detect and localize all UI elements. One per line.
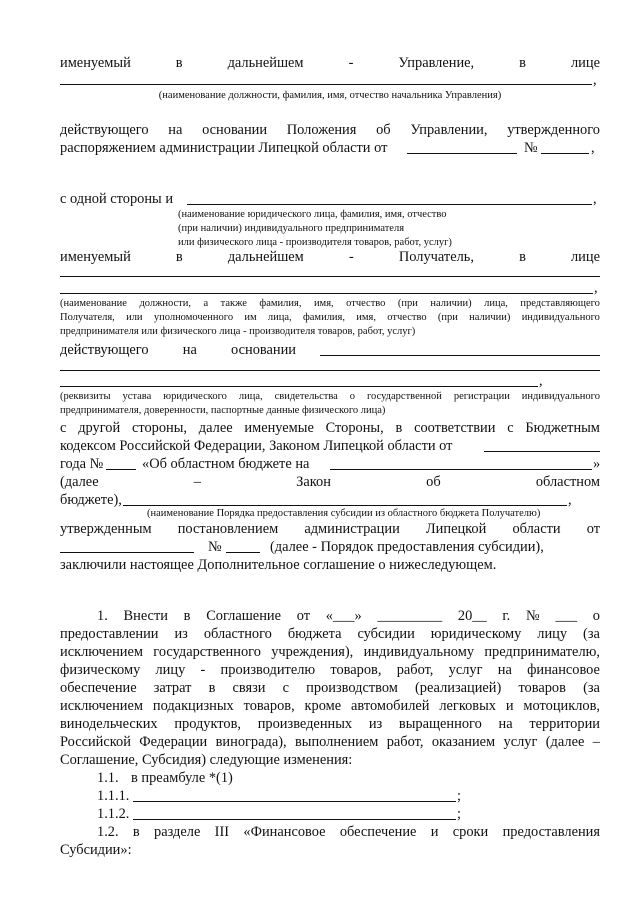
word: в — [175, 249, 183, 265]
word: оказанием — [431, 734, 496, 750]
word: (далее — [545, 734, 585, 750]
blank-resolution-date[interactable] — [60, 552, 194, 553]
word: индивидуального — [521, 312, 600, 323]
word: в — [395, 420, 403, 436]
word: – — [592, 734, 600, 750]
word: винограда), — [215, 734, 287, 750]
word: подакцизных — [152, 698, 234, 714]
item1-line8 — [60, 733, 600, 751]
blank-law-date[interactable] — [484, 451, 600, 452]
word: фамилия, — [259, 298, 302, 309]
word: им — [244, 312, 257, 323]
word: учреждения), — [271, 644, 354, 660]
word: лицу — [537, 626, 568, 642]
word: или — [126, 312, 143, 323]
word: (при — [397, 298, 418, 309]
word: и — [430, 824, 439, 840]
word: устава — [122, 391, 152, 402]
word: работ, — [386, 734, 424, 750]
p2-line7: (далее - Порядок предоставления субсидии), — [270, 539, 544, 555]
punct-comma: , — [593, 191, 597, 207]
blank-resolution-number[interactable] — [226, 552, 260, 553]
word: от — [586, 521, 600, 537]
word: Стороны, — [325, 420, 384, 436]
sub-1-1-1-number: 1.1.1. — [97, 788, 130, 804]
word: именуемые — [244, 420, 314, 436]
blank-head-name[interactable] — [60, 84, 592, 85]
word: обеспечение — [339, 824, 417, 840]
word: из — [174, 626, 188, 642]
word: в — [208, 680, 216, 696]
word: физическому — [60, 662, 141, 678]
word: с — [507, 420, 514, 436]
word: утвержденным — [60, 521, 152, 537]
word: в — [132, 824, 140, 840]
word: из — [368, 716, 383, 732]
caption-representative-1 — [60, 297, 600, 310]
word: дальнейшем — [227, 249, 304, 265]
word: III — [214, 824, 230, 840]
word: действующего — [60, 122, 149, 138]
item1-line9: Соглашение, Субсидия) следующие изменения: — [60, 752, 353, 768]
sub-1-2-line2: Субсидии»: — [60, 842, 132, 858]
blank-basis-1[interactable] — [320, 355, 600, 356]
word: «Финансовое — [243, 824, 326, 840]
word: свидетельства — [274, 391, 338, 402]
word: далее — [198, 420, 233, 436]
word: в — [519, 249, 526, 265]
punct-comma: , — [594, 280, 598, 296]
word: администрации — [304, 521, 400, 537]
word: о — [349, 391, 356, 402]
word: Управление, — [398, 55, 475, 71]
blank-representative-2[interactable] — [60, 293, 593, 294]
word: на — [182, 342, 197, 358]
word: дальнейшем — [227, 55, 304, 71]
first-party-text: с одной стороны и — [60, 191, 174, 207]
caption-order: (наименование Порядка предоставления субсидии из областного бюджета Получателю) — [147, 508, 541, 519]
word: лица, — [238, 391, 263, 402]
word: (реквизиты — [60, 391, 111, 402]
word: Закон — [296, 474, 331, 490]
word: на — [497, 662, 512, 678]
word: территории — [529, 716, 600, 732]
word: уполномоченного — [153, 312, 234, 323]
word: производителю — [220, 662, 316, 678]
blank-basis-2[interactable] — [60, 370, 600, 371]
word: с — [282, 680, 290, 696]
word: а — [203, 298, 209, 309]
word: услуг — [503, 734, 538, 750]
word: Российской — [60, 734, 131, 750]
word: отчество — [346, 298, 386, 309]
word: также — [220, 298, 247, 309]
word: легковых — [439, 698, 496, 714]
word: и — [505, 698, 514, 714]
blank-budget-year[interactable] — [330, 469, 592, 470]
word: обеспечение — [60, 680, 137, 696]
item1-line6 — [60, 697, 600, 715]
blank-recipient-name[interactable] — [187, 204, 592, 205]
word: в — [183, 608, 191, 624]
word: исключением — [60, 698, 143, 714]
word: продуктов, — [174, 716, 241, 732]
word: 1. — [97, 608, 108, 624]
word: Федерации — [139, 734, 208, 750]
word: услуг — [448, 662, 483, 678]
number-sign: № — [524, 140, 538, 156]
word: должности, — [139, 298, 192, 309]
blank-sub-1-1-1[interactable] — [133, 801, 456, 802]
word: наличии) — [469, 312, 511, 323]
word: индивидуальному — [363, 644, 475, 660]
caption-requisites-1 — [60, 390, 600, 403]
caption-requisites-2: предпринимателя, доверенности, паспортные данные физического лица) — [60, 405, 386, 416]
word: № — [526, 608, 540, 624]
number-sign: № — [208, 539, 222, 555]
word: действующего — [60, 342, 149, 358]
word: на — [168, 122, 183, 138]
blank-decree-date[interactable] — [407, 153, 517, 154]
punct-comma: , — [539, 373, 543, 389]
word: с — [60, 420, 67, 436]
p2-line1 — [60, 419, 600, 437]
punct-comma: , — [593, 72, 597, 88]
row-recipient — [60, 248, 600, 266]
word: Получатель, — [398, 249, 474, 265]
sub-1-1-number: 1.1. — [97, 770, 119, 786]
word: затрат — [153, 680, 192, 696]
blank-order-name[interactable] — [123, 505, 567, 506]
word: произведенных — [257, 716, 353, 732]
punct-quote: » — [593, 456, 601, 472]
word: предоставлении — [60, 626, 159, 642]
punct-comma: , — [591, 140, 595, 156]
caption-recipient-2: (при наличии) индивидуального предпринимателя — [178, 223, 405, 234]
word: утвержденного — [507, 122, 600, 138]
caption-representative-2 — [60, 311, 600, 324]
word: разделе — [154, 824, 201, 840]
word: (реализацией) — [415, 680, 502, 696]
word: юридическому — [430, 626, 522, 642]
word: Соглашение — [206, 608, 281, 624]
word: - — [200, 662, 206, 678]
word: Внести — [123, 608, 168, 624]
word: Получателя, — [60, 312, 115, 323]
word: (за — [583, 626, 600, 642]
word: от — [296, 608, 310, 624]
p1-line1 — [60, 121, 600, 139]
punct-comma: , — [568, 492, 572, 508]
p2-line2: кодексом Российской Федерации, Законом Липецкой области от — [60, 438, 453, 454]
word: имя, — [356, 312, 377, 323]
word: исключением — [60, 644, 143, 660]
word: наличии) — [430, 298, 472, 309]
blank-sub-1-1-2[interactable] — [133, 819, 456, 820]
p2-line8: заключили настоящее Дополнительное соглашение о нижеследующем. — [60, 557, 497, 573]
word: государственной — [367, 391, 442, 402]
word: основании — [231, 342, 296, 358]
word: товаров, — [330, 662, 382, 678]
caption-recipient-1: (наименование юридического лица, фамилия, имя, отчество — [178, 209, 447, 220]
item1-line2 — [60, 625, 600, 643]
word: – — [193, 474, 201, 490]
sub-1-1-text: в преамбуле *(1) — [131, 770, 233, 786]
word: бюджета — [287, 626, 342, 642]
word: выращенного — [398, 716, 482, 732]
word: имя, — [313, 298, 334, 309]
word: Управлении, — [410, 122, 488, 138]
word: об — [376, 122, 391, 138]
word: сроки — [452, 824, 489, 840]
word: лице — [570, 55, 600, 71]
word: выполнением — [295, 734, 379, 750]
caption-head: (наименование должности, фамилия, имя, отчество начальника Управления) — [158, 90, 502, 101]
word: мотоциклов, — [523, 698, 600, 714]
word: предоставления — [502, 824, 600, 840]
word: лица, — [267, 312, 292, 323]
word: государственного — [153, 644, 261, 660]
word: другой — [78, 420, 121, 436]
word: субсидии — [357, 626, 415, 642]
word: кроме — [304, 698, 342, 714]
word: ___ — [555, 608, 578, 624]
word: - — [348, 249, 354, 265]
word: связи — [232, 680, 266, 696]
word: индивидуального — [521, 391, 600, 402]
word: в — [519, 55, 526, 71]
p2-line5: бюджете), — [60, 492, 122, 508]
item1-line5 — [60, 679, 600, 697]
word: винодельческих — [60, 716, 158, 732]
word: о — [592, 608, 600, 624]
word: области — [512, 521, 561, 537]
sub-1-1-2-number: 1.1.2. — [97, 806, 130, 822]
word: Липецкой — [425, 521, 487, 537]
head-row-management — [60, 54, 600, 72]
word: на — [498, 716, 513, 732]
word: финансовое — [527, 662, 600, 678]
p2-line3-year: года № — [60, 456, 104, 472]
caption-representative-3: предпринимателя или физического лица - производителя товаров, работ, услуг) — [60, 326, 416, 337]
p2-line4 — [60, 473, 600, 491]
word: стороны, — [131, 420, 187, 436]
item1-line3 — [60, 643, 600, 661]
caption-recipient-3: или физического лица - производителя товаров, работ, услуг) — [178, 237, 452, 248]
word: юридического — [163, 391, 227, 402]
item1-line7 — [60, 715, 600, 733]
p2-line6 — [60, 520, 600, 538]
word: регистрации — [453, 391, 510, 402]
word: (за — [583, 680, 600, 696]
word: областном — [535, 474, 600, 490]
word: Положения — [286, 122, 357, 138]
word: постановлением — [177, 521, 279, 537]
word: в — [175, 55, 183, 71]
word: - — [348, 55, 354, 71]
word: лица, — [484, 298, 508, 309]
word: основании — [202, 122, 268, 138]
word: предпринимателю, — [484, 644, 600, 660]
word: отчество — [387, 312, 427, 323]
item1-line4 — [60, 661, 600, 679]
word: «___» — [325, 608, 362, 624]
word: 20__ — [457, 608, 487, 624]
word: (далее — [60, 474, 99, 490]
word: (наименование — [60, 298, 127, 309]
word: (при — [437, 312, 458, 323]
word: товаров, — [243, 698, 295, 714]
word: автомобилей — [351, 698, 430, 714]
blank-basis-3[interactable] — [60, 386, 538, 387]
word: лицу — [155, 662, 186, 678]
word: об — [426, 474, 441, 490]
word: именуемый — [60, 249, 131, 265]
word: соответствии — [414, 420, 496, 436]
basis-row — [60, 341, 296, 359]
blank-decree-number[interactable] — [541, 153, 589, 154]
word: товаров — [518, 680, 566, 696]
blank-representative-1[interactable] — [60, 276, 600, 277]
sub-1-2-line1 — [97, 823, 600, 841]
word: _________ — [377, 608, 443, 624]
item1-line1 — [97, 607, 600, 625]
word: областного — [203, 626, 272, 642]
blank-law-number[interactable] — [106, 469, 136, 470]
word: 1.2. — [97, 824, 119, 840]
word: работ, — [396, 662, 434, 678]
word: представляющего — [520, 298, 600, 309]
p2-line3-title: «Об областном бюджете на — [142, 456, 310, 472]
word: именуемый — [60, 55, 131, 71]
word: Бюджетным — [525, 420, 600, 436]
punct-semicolon: ; — [457, 788, 461, 804]
punct-semicolon: ; — [457, 806, 461, 822]
word: г. — [502, 608, 511, 624]
p1-line2-text: распоряжением администрации Липецкой области от — [60, 140, 388, 156]
word: лице — [571, 249, 600, 265]
word: производством — [306, 680, 398, 696]
word: фамилия, — [302, 312, 346, 323]
